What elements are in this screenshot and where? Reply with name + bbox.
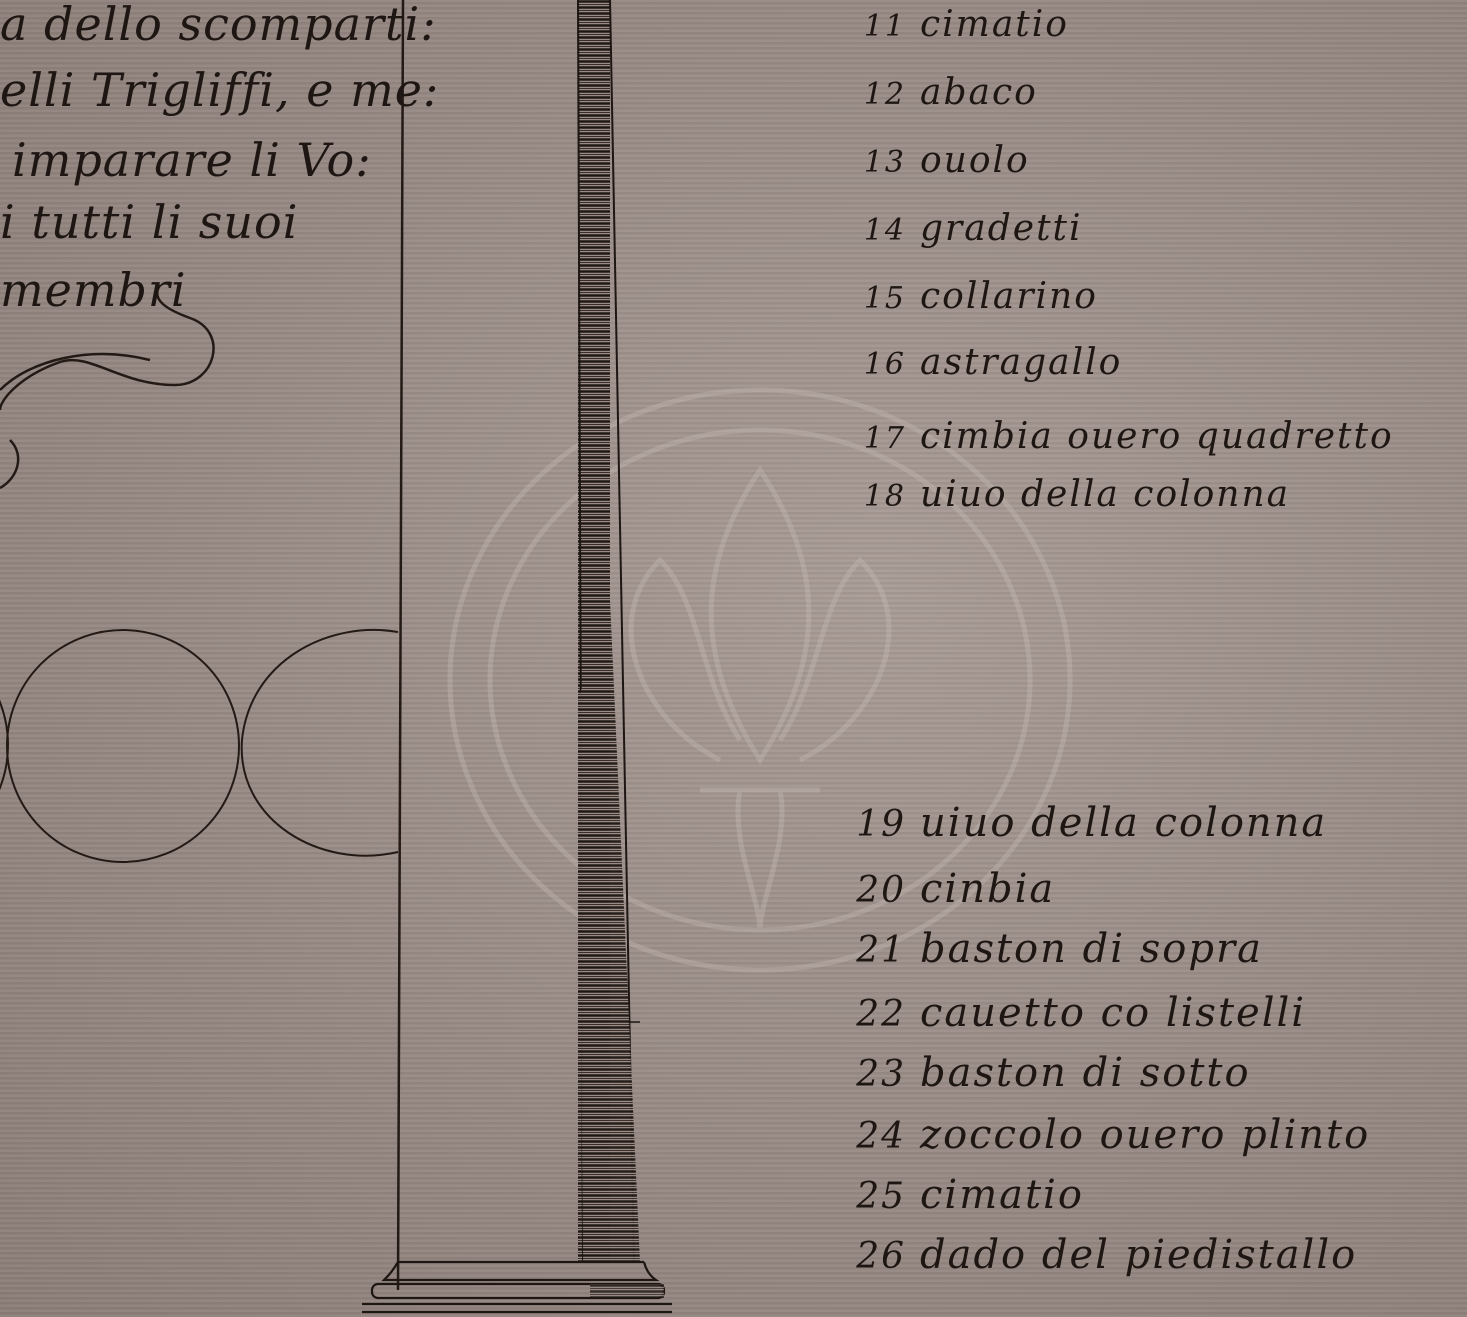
legend-number: 15 <box>863 281 906 316</box>
legend-number: 19 <box>856 804 906 845</box>
legend-number: 17 <box>863 421 906 456</box>
intro-line: elli Trigliffi, e me: <box>0 63 440 117</box>
legend-number: 24 <box>856 1116 906 1157</box>
legend-label: collarino <box>920 276 1098 317</box>
intro-line: imparare li Vo: <box>12 133 372 187</box>
legend-item <box>840 474 1290 515</box>
legend-item <box>840 140 1030 181</box>
legend-number: 23 <box>856 1054 906 1095</box>
plate-border-line <box>398 0 403 1290</box>
legend-item <box>810 926 1263 972</box>
legend-number: 13 <box>863 145 906 180</box>
legend-item <box>810 1112 1370 1158</box>
legend-label: baston di sotto <box>920 1050 1251 1096</box>
legend-item <box>810 1172 1084 1218</box>
legend-item <box>810 866 1055 912</box>
legend-item <box>840 276 1098 317</box>
legend-number: 21 <box>856 930 906 971</box>
legend-label: baston di sopra <box>920 926 1263 972</box>
legend-number: 14 <box>863 213 906 248</box>
legend-number: 12 <box>863 77 906 112</box>
legend-number: 11 <box>863 9 906 44</box>
legend-item <box>840 72 1038 113</box>
legend-label: cimatio <box>920 1172 1084 1218</box>
legend-label: abaco <box>920 72 1038 113</box>
legend-number: 26 <box>856 1236 906 1277</box>
circle-right-partial <box>242 630 398 856</box>
legend-item <box>840 342 1122 383</box>
legend-label: ouolo <box>920 140 1030 181</box>
legend-number: 16 <box>863 347 906 382</box>
legend-label: uiuo della colonna <box>920 474 1291 515</box>
legend-label: cinbia <box>920 866 1056 912</box>
legend-number: 18 <box>863 479 906 514</box>
legend-label: dado del piedistallo <box>920 1232 1358 1278</box>
intro-line: membri <box>0 263 187 317</box>
legend-number: 25 <box>856 1176 906 1217</box>
legend-item <box>840 208 1083 249</box>
legend-item <box>810 1050 1251 1096</box>
legend-item <box>810 1232 1357 1278</box>
legend-number: 22 <box>856 994 906 1035</box>
legend-item <box>840 416 1394 457</box>
intro-line: a dello scomparti: <box>0 0 437 51</box>
legend-number: 20 <box>856 870 906 911</box>
legend-label: cauetto co listelli <box>920 990 1307 1036</box>
legend-label: uiuo della colonna <box>920 800 1328 846</box>
legend-label: gradetti <box>920 208 1083 249</box>
circle-middle <box>7 630 239 862</box>
legend-label: cimatio <box>920 4 1069 45</box>
intro-line: i tutti li suoi <box>0 195 299 249</box>
legend-label: cimbia ouero quadretto <box>920 416 1394 457</box>
legend-item <box>810 990 1306 1036</box>
legend-item <box>840 4 1069 45</box>
legend-item <box>810 800 1327 846</box>
legend-label: astragallo <box>920 342 1123 383</box>
legend-label: zoccolo ouero plinto <box>920 1112 1371 1158</box>
